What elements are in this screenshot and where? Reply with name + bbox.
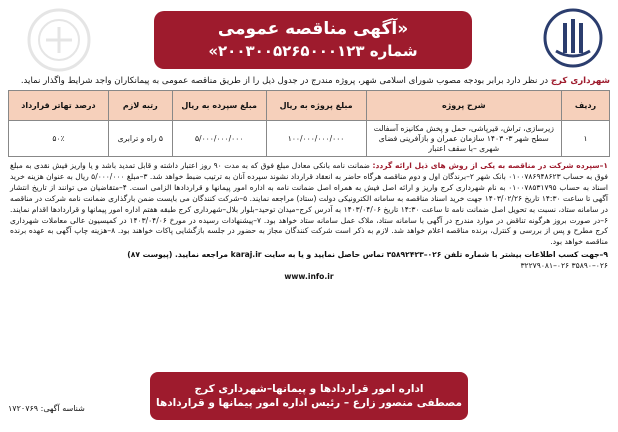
notice-header bbox=[4, 3, 614, 75]
contact-block bbox=[10, 249, 608, 282]
header-project-amount: مبلغ پروژه به ریال bbox=[266, 91, 366, 121]
cell-tolerance: ۵۰٪ bbox=[9, 121, 109, 157]
header-tolerance: درصد تهاتر قرارداد bbox=[9, 91, 109, 121]
table-header-row bbox=[9, 91, 610, 121]
footer-signatory: مصطفی منصور زارع – رئیس اداره امور پیمانها و قراردادها bbox=[156, 397, 462, 409]
project-table bbox=[8, 90, 610, 157]
table-row bbox=[9, 121, 610, 157]
conditions-text: ضمانت نامه بانکی معادل مبلغ فوق که به مدت ۹۰ روز اعتبار داشته و قابل تمدید باشد و یا واریز فیش نقدی به مبلغ فوق به حساب ۰۱۰۰۷۸۶۹۴۸۶۲۳ بانک شهر ۲–برندگان اول و دوم مناقصه هرگاه حاضر به انعقاد قرارداد نشوند سپرده آنان به ترتیب ضبط خواهد شد. ۳–مبلغ ۵/۰۰۰/۰۰۰ ریال به عنوان هزینه خرید اسناد به حساب ۰۱۰۰۷۸۵۳۱۷۹۵ به نام شهرداری کرج واریز و ارائه اصل فیش به همراه اصل ضمانت نامه به اداره امور پیمانها و قراردادها الزامی است. ۴–متقاضیان می توانند از تاریخ انتشار آگهی تا ساعت ۱۴:۳۰ تاریخ ۱۴۰۳/۰۲/۲۶ جهت خرید اسناد مناقصه به سامانه الکترونیکی دولت (ستاد) مراجعه نمایند. ۵–شرکت کنندگان می بایست ضمن بارگذاری ضمانت نامه شرکت در مناقصه در سامانه ستاد، نسبت به تحویل اصل ضمانت نامه تا ساعت ۱۴:۳۰ تاریخ ۱۴۰۳/۰۴/۰۶ به آدرس کرج–میدان توحید–بلوار بلال–شهرداری کرج طبقه هفتم اداره امور پیمانها و قراردادها اقدام نمایند. ۶–در صورت بروز هرگونه تناقض در موارد مندرج در آگهی با سامانه ستاد، ملاک عمل سامانه ستاد خواهد بود. ۷–پیشنهادات رسیده در مورخ ۱۴۰۳/۰۴/۰۶ در کمیسیون عالی معاملات شهرداری کرج مطرح و پس از بررسی و کنترل، برنده مناقصه اعلام خواهد شد. لازم به ذکر است شرکت کنندگان مجاز به حضور در جلسه بازگشایی پاکات خواهند بود. ۸–هزینه چاپ آگهی به عهده برنده مناقصه خواهد بود. bbox=[10, 161, 609, 247]
intro-paragraph bbox=[8, 75, 610, 87]
contact-line: ۹–جهت کسب اطلاعات بیشتر با شماره تلفن ۰۲۶–۳۵۸۹۲۴۲۳ تماس حاصل نمایید و یا به سایت karaj.ir مراجعه نمایید. (پیوست ۸۷) bbox=[127, 250, 608, 260]
header-grade: رتبه لازم bbox=[108, 91, 172, 121]
contact-phones: ۰۲۶–۳۵۸۹۰ ۰۲۶–۳۲۲۷۹۰۸۱ bbox=[520, 261, 608, 271]
cell-deposit-amount: ۵/۰۰۰/۰۰۰/۰۰۰ bbox=[172, 121, 266, 157]
cell-project-amount: ۱۰۰/۰۰۰/۰۰۰/۰۰۰ bbox=[266, 121, 366, 157]
notice-number: شماره ۲۰۰۳۰۰۵۲۶۵۰۰۰۱۲۳» bbox=[208, 42, 418, 60]
conditions-paragraph bbox=[10, 161, 608, 248]
website-link[interactable]: www.info.ir bbox=[284, 272, 334, 282]
title-banner bbox=[154, 11, 472, 69]
cell-description: زیرسازی، تراش، قیرپاشی، حمل و پخش مکانیزه آسفالت سطح شهر ۳- ۱۴۰۳ سازمان عمران و بازآفرینی فضای شهری –با سقف اعتبار bbox=[366, 121, 562, 157]
intro-text: در نظر دارد برابر بودجه مصوب شورای اسلامی شهر، پروژه مندرج در جدول ذیل را از طریق مناقصه عمومی به پیمانکاران واجد شرایط واگذار نماید. bbox=[20, 76, 551, 86]
signature-banner bbox=[150, 372, 468, 420]
footer-department: اداره امور قراردادها و پیمانها–شهرداری کرج bbox=[194, 383, 424, 395]
header-deposit-amount: مبلغ سپرده به ریال bbox=[172, 91, 266, 121]
intro-brand: شهرداری کرج bbox=[550, 76, 610, 86]
ad-id: شناسه آگهی: ۱۷۲۰۷۶۹ bbox=[8, 404, 85, 413]
notice-title: «آگهی مناقصه عمومی bbox=[217, 19, 409, 39]
watermark-stamp-icon bbox=[26, 7, 92, 73]
conditions-lead: ۱–سپرده شرکت در مناقصه به یکی از روش های ذیل ارائه گردد: bbox=[372, 161, 608, 170]
header-row-number: ردیف bbox=[562, 91, 610, 121]
cell-row-number: ۱ bbox=[562, 121, 610, 157]
cell-grade: ۵ راه و ترابری bbox=[108, 121, 172, 157]
municipality-logo-icon bbox=[542, 7, 604, 69]
header-description: شرح پروژه bbox=[366, 91, 562, 121]
